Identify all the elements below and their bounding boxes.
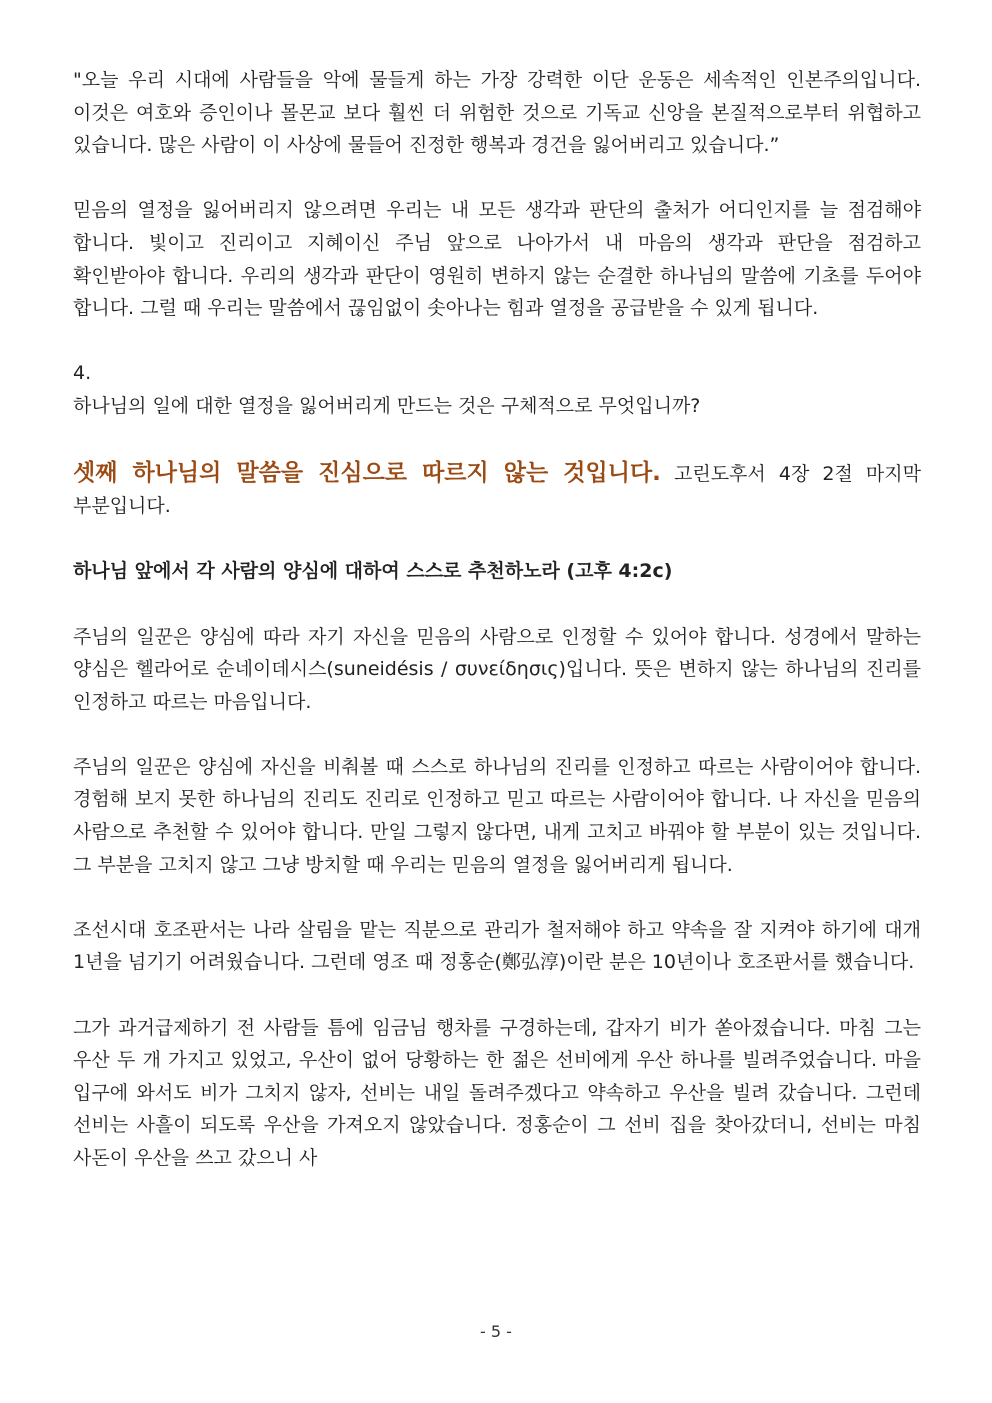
page-number: - 5 - (480, 1322, 512, 1341)
paragraph-hojo: 조선시대 호조판서는 나라 살림을 맡는 직분으로 관리가 철저해야 하고 약속을 잘 지켜야 하기에 대개 1년을 넘기기 어려웠습니다. 그런데 영조 때 정홍순(鄭弘淳)이란 분은 10년이나 호조판서를 했습니다. (73, 918, 921, 974)
paragraph-passion: 믿음의 열정을 잃어버리지 않으려면 우리는 내 모든 생각과 판단의 출처가 어디인지를 늘 점검해야 합니다. 빛이고 진리이고 지혜이신 주님 앞으로 나아가서 내 마음의 생각과 판단을 점검하고 확인받아야 합니다. 우리의 생각과 판단이 영원히 변하지 않는 순결한 하나님의 말씀에 기초를 두어야 합니다. 그럴 때 우리는 말씀에서 끊임없이 솟아나는 힘과 열정을 공급받을 수 있게 됩니다. (73, 199, 921, 320)
document-body (73, 64, 921, 1175)
section-number: 4. (73, 362, 92, 385)
point-emphasis: 셋째 하나님의 말씀을 진심으로 따르지 않는 것입니다. (73, 459, 661, 486)
point-reference: 고린도후서 4장 2절 마지막 부분입니다. (73, 462, 921, 518)
paragraph-quote: "오늘 우리 시대에 사람들을 악에 물들게 하는 가장 강력한 이단 운동은 세속적인 인본주의입니다. 이것은 여호와 증인이나 몰몬교 보다 훨씬 더 위험한 것으로 기독교 신앙을 본질적으로부터 위협하고 있습니다. 많은 사람이 이 사상에 물들어 진정한 행복과 경건을 잃어버리고 있습니다.” (73, 69, 921, 157)
paragraph-umbrella-story: 그가 과거급제하기 전 사람들 틈에 임금님 행차를 구경하는데, 갑자기 비가 쏟아졌습니다. 마침 그는 우산 두 개 가지고 있었고, 우산이 없어 당황하는 한 젊은 선비에게 우산 하나를 빌려주었습니다. 마을 입구에 와서도 비가 그치지 않자, 선비는 내일 돌려주겠다고 약속하고 우산을 빌려 갔습니다. 그런데 선비는 사흘이 되도록 우산을 가져오지 않았습니다. 정홍순이 그 선비 집을 찾아갔더니, 선비는 마침 사돈이 우산을 쓰고 갔으니 사 (73, 1016, 921, 1169)
point-paragraph (73, 457, 921, 523)
bible-verse: 하나님 앞에서 각 사람의 양심에 대하여 스스로 추천하노라 (고후 4:2c) (73, 560, 673, 583)
paragraph-worker: 주님의 일꾼은 양심에 자신을 비춰볼 때 스스로 하나님의 진리를 인정하고 따르는 사람이어야 합니다. 경험해 보지 못한 하나님의 진리도 진리로 인정하고 믿고 따르는 사람이어야 합니다. 나 자신을 믿음의 사람으로 추천할 수 있어야 합니다. 만일 그렇지 않다면, 내게 고치고 바꿔야 할 부분이 있는 것입니다. 그 부분을 고치지 않고 그냥 방치할 때 우리는 믿음의 열정을 잃어버리게 됩니다. (73, 755, 921, 876)
paragraph-conscience: 주님의 일꾼은 양심에 따라 자기 자신을 믿음의 사람으로 인정할 수 있어야 합니다. 성경에서 말하는 양심은 헬라어로 순네이데시스(suneidésis / συνείδησις)입니다. 뜻은 변하지 않는 하나님의 진리를 인정하고 따르는 마음입니다. (73, 625, 921, 713)
section-question: 하나님의 일에 대한 열정을 잃어버리게 만드는 것은 구체적으로 무엇입니까? (73, 394, 701, 417)
